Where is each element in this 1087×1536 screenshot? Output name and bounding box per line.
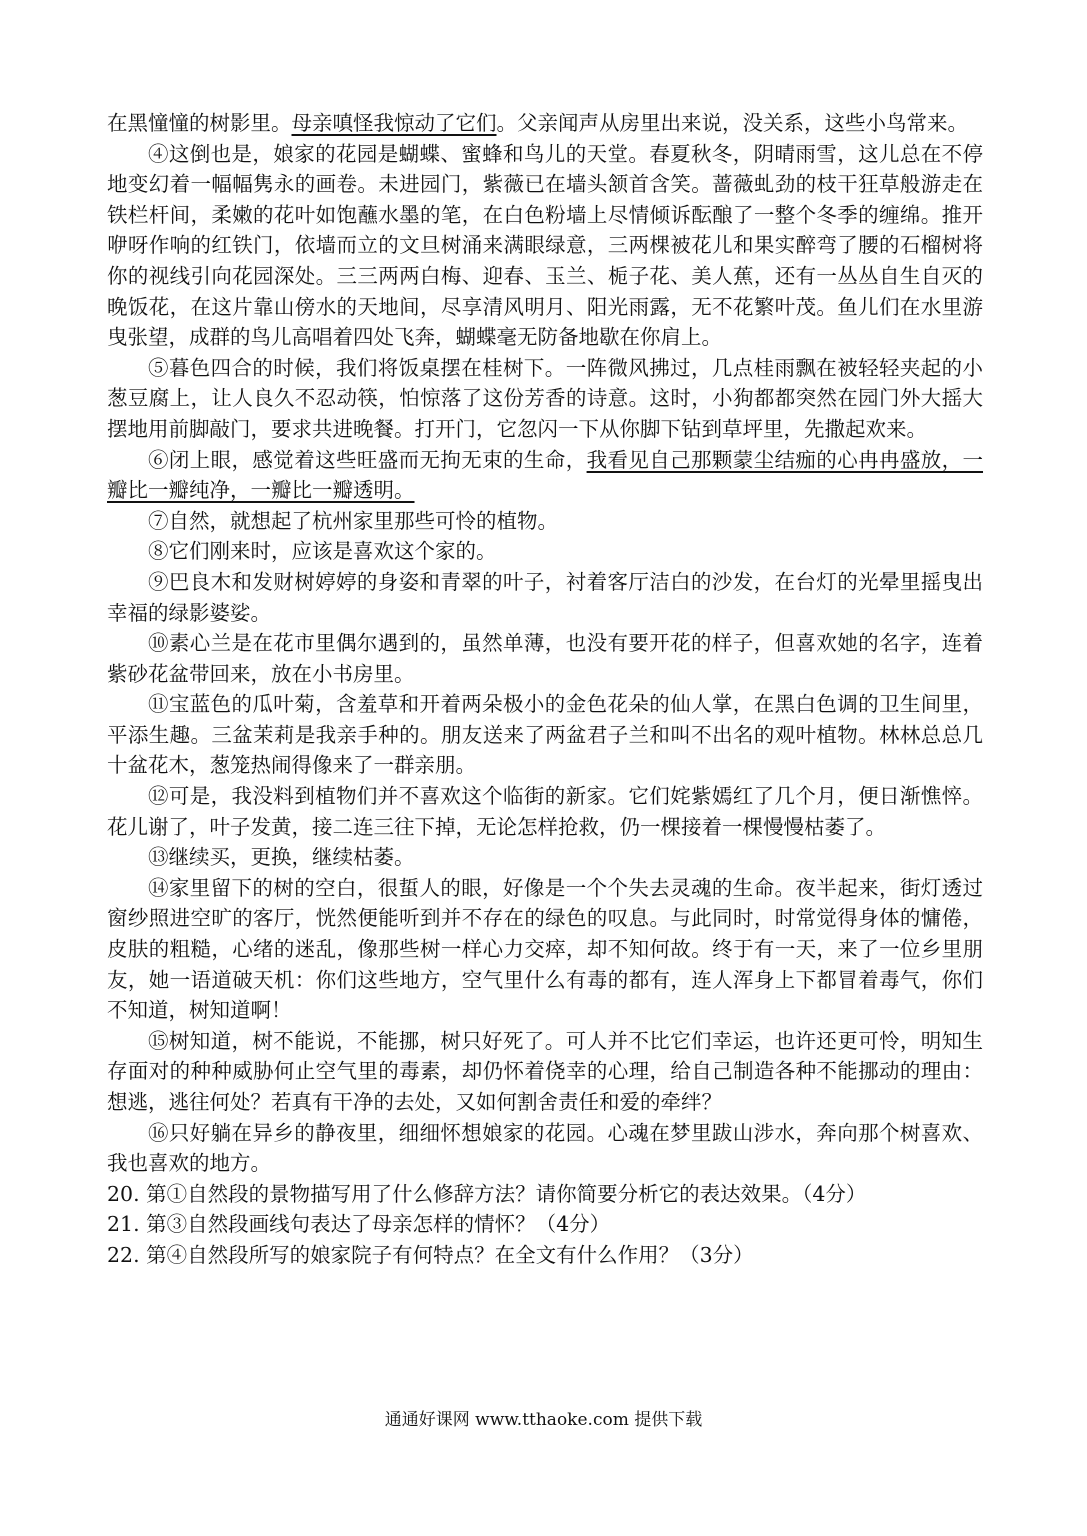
paragraph-5: ⑤暮色四合的时候，我们将饭桌摆在桂树下。一阵微风拂过，几点桂雨飘在被轻轻夹起的小葱豆腐上，让人良久不忍动筷，怕惊落了这份芳香的诗意。这时，小狗都都突然在园门外大摇大摆地用前脚敲门，要求共进晚餐。打开门，它忽闪一下从你脚下钻到草坪里，先撒起欢来。 (107, 355, 983, 441)
paragraph-13: ⑬继续买，更换，继续枯萎。 (148, 845, 415, 870)
text-run: 在黑憧憧的树影里。 (107, 111, 292, 135)
paragraph-9: ⑨巴良木和发财树婷婷的身姿和青翠的叶子，衬着客厅洁白的沙发，在台灯的光晕里摇曳出幸福的绿影婆娑。 (107, 569, 983, 625)
question-22: 22. 第④自然段所写的娘家院子有何特点？在全文有什么作用？（3分） (107, 1242, 754, 1267)
paragraph-15: ⑮树知道，树不能说，不能挪，树只好死了。可人并不比它们幸运，也许还更可怜，明知生存面对的种种威胁何止空气里的毒素，却仍怀着侥幸的心理，给自己制造各种不能挪动的理由：想逃，逃往何处？若真有干净的去处，又如何割舍责任和爱的牵绊？ (107, 1028, 983, 1114)
paragraph-14: ⑭家里留下的树的空白，很蜇人的眼，好像是一个个失去灵魂的生命。夜半起来，街灯透过窗纱照进空旷的客厅，恍然便能听到并不存在的绿色的叹息。与此同时，时常觉得身体的慵倦，皮肤的粗糙，心绪的迷乱，像那些树一样心力交瘁，却不知何故。终于有一天，来了一位乡里朋友，她一语道破天机：你们这些地方，空气里什么有毒的都有，连人浑身上下都冒着毒气，你们不知道，树知道啊！ (107, 875, 983, 1023)
underlined-sentence: 我看见自己那颗蒙尘结痂的心冉冉盛放，一瓣比一瓣纯净，一瓣比一瓣透明。 (107, 447, 984, 503)
paragraph-16: ⑯只好躺在异乡的静夜里，细细怀想娘家的花园。心魂在梦里跋山涉水，奔向那个树喜欢、我也喜欢的地方。 (107, 1120, 983, 1176)
paragraph-4: ④这倒也是，娘家的花园是蝴蝶、蜜蜂和鸟儿的天堂。春夏秋冬，阴晴雨雪，这儿总在不停地变幻着一幅幅隽永的画卷。未进园门，紫薇已在墙头颔首含笑。蔷薇虬劲的枝干狂草般游走在铁栏杆间，柔嫩的花叶如饱蘸水墨的笔，在白色粉墙上尽情倾诉酝酿了一整个冬季的缠绵。推开咿呀作响的红铁门，依墙而立的文旦树涌来满眼绿意，三两棵被花儿和果实醉弯了腰的石榴树将你的视线引向花园深处。三三两两白梅、迎春、玉兰、栀子花、美人蕉，还有一丛丛自生自灭的晚饭花，在这片靠山傍水的天地间，尽享清风明月、阳光雨露，无不花繁叶茂。鱼儿们在水里游曳张望，成群的鸟儿高唱着四处飞奔，蝴蝶毫无防备地歇在你肩上。 (107, 141, 983, 350)
paragraph-11: ⑪宝蓝色的瓜叶菊，含羞草和开着两朵极小的金色花朵的仙人掌，在黑白色调的卫生间里，平添生趣。三盆茉莉是我亲手种的。朋友送来了两盆君子兰和叫不出名的观叶植物。林林总总几十盆花木，葱笼热闹得像来了一群亲朋。 (107, 692, 983, 778)
text-run: 。父亲闻声从房里出来说，没关系，这些小鸟常来。 (496, 111, 968, 135)
paragraph-6 (107, 445, 983, 506)
text-run: ⑥闭上眼，感觉着这些旺盛而无拘无束的生命， (148, 447, 587, 472)
paragraph-3-continued (107, 108, 983, 139)
question-21: 21. 第③自然段画线句表达了母亲怎样的情怀？（4分） (107, 1212, 611, 1237)
question-20: 20. 第①自然段的景物描写用了什么修辞方法？请你简要分析它的表达效果。（4分） (107, 1181, 867, 1206)
article-body (107, 108, 983, 1271)
paragraph-10: ⑩素心兰是在花市里偶尔遇到的，虽然单薄，也没有要开花的样子，但喜欢她的名字，连着紫砂花盆带回来，放在小书房里。 (107, 631, 983, 686)
paragraph-8: ⑧它们刚来时，应该是喜欢这个家的。 (148, 539, 497, 564)
underlined-sentence: 母亲嗔怪我惊动了它们 (291, 111, 497, 135)
page-footer: 通通好课网 www.tthaoke.com 提供下载 (384, 1410, 703, 1430)
paragraph-12: ⑫可是，我没料到植物们并不喜欢这个临街的新家。它们姹紫嫣红了几个月，便日渐憔悴。花儿谢了，叶子发黄，接二连三往下掉，无论怎样抢救，仍一棵接着一棵慢慢枯萎了。 (107, 784, 983, 839)
paragraph-7: ⑦自然，就想起了杭州家里那些可怜的植物。 (148, 508, 558, 533)
